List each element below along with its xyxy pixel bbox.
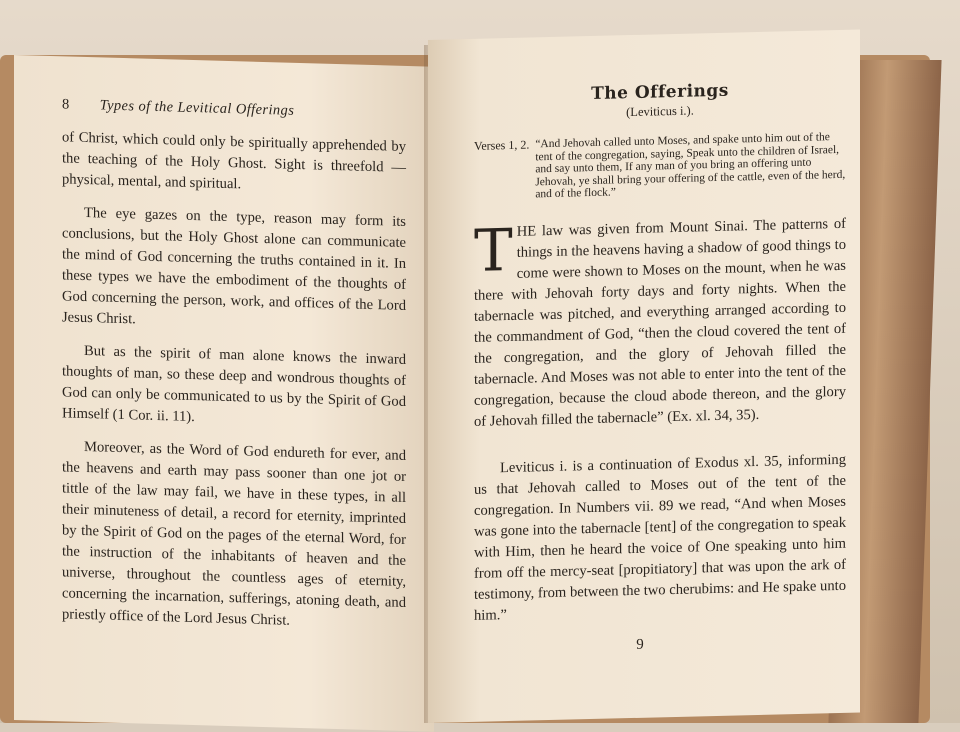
left-page-number: 8	[62, 96, 70, 113]
left-paragraph: But as the spirit of man alone knows the inward thoughts of man, so these deep and wondrous thoughts of God can only be communicated to us by the Spirit of God Himself (1 Cor. ii. 11).	[62, 342, 406, 426]
left-page	[14, 55, 434, 732]
verse-reference: Verses 1, 2.	[474, 137, 530, 153]
right-paragraph-1	[474, 214, 846, 433]
paragraph-text: HE law was given from Mount Sinai. The patterns of things in the heavens having a shadow of good things to come were shown to Moses on the mount, when he was there with Jehovah forty days and forty nights. When the tabernacle was pitched, and everything arranged according to the commandment of God, “then the cloud covered the tent of the congregation, and the glory of Jehovah filled the tabernacle. And Moses was not able to enter into the tent of the congregation, because the cloud abode thereon, and the glory of Jehovah filled the tabernacle” (Ex. xl. 34, 35).	[474, 215, 846, 430]
running-title: Types of the Levitical Offerings	[99, 97, 295, 119]
verse-block	[474, 131, 846, 203]
chapter-subheading: (Leviticus i.).	[626, 103, 694, 120]
right-paragraph-2: Leviticus i. is a continuation of Exodus xl. 35, informing us that Jehovah called to Moses out of the tent of the congregation. In Numbers vii. 89 we read, “And when Moses was gone into the tabernacle [tent] of the congregation to speak with Him, then he heard the voice of One speaking unto him from off the mercy-seat [propitiatory] that was upon the ark of testimony, from between the two cherubims: and He spake unto him.”	[474, 451, 846, 624]
right-page	[428, 29, 860, 723]
chapter-heading: The Offerings	[591, 80, 729, 105]
left-paragraph: of Christ, which could only be spiritually apprehended by the teaching of the Holy Ghost. Sight is threefold —physical, mental, and spiritual.	[62, 129, 406, 193]
verse-text: “And Jehovah called unto Moses, and spake unto him out of the tent of the congregation, saying, Speak unto the children of Israel, and say unto them, If any man of you bring an offering unto Jehovah, ye shall bring your offering of the cattle, even of the herd, and of the flock.”	[535, 131, 846, 201]
left-paragraph: The eye gazes on the type, reason may form its conclusions, but the Holy Ghost alone can communicate the mind of God concerning the truths contained in it. In these types we have the embodiment of the thoughts of God concerning the person, work, and offices of the Lord Jesus Christ.	[62, 204, 406, 328]
drop-cap: T	[474, 215, 513, 285]
left-running-head	[62, 96, 406, 123]
left-paragraph: Moreover, as the Word of God endureth for ever, and the heavens and earth may pass sooner than one jot or tittle of the law may fail, we have in these types, in all their minuteness of detail, a record for eternity, imprinted by the Spirit of God on the pages of the eternal Word, for the instruction of the inhabitants of heaven and the universe, throughout the countless ages of eternity, concerning the incarnation, sufferings, atoning death, and priestly office of the Lord Jesus Christ.	[62, 438, 406, 629]
right-page-number: 9	[636, 636, 644, 653]
